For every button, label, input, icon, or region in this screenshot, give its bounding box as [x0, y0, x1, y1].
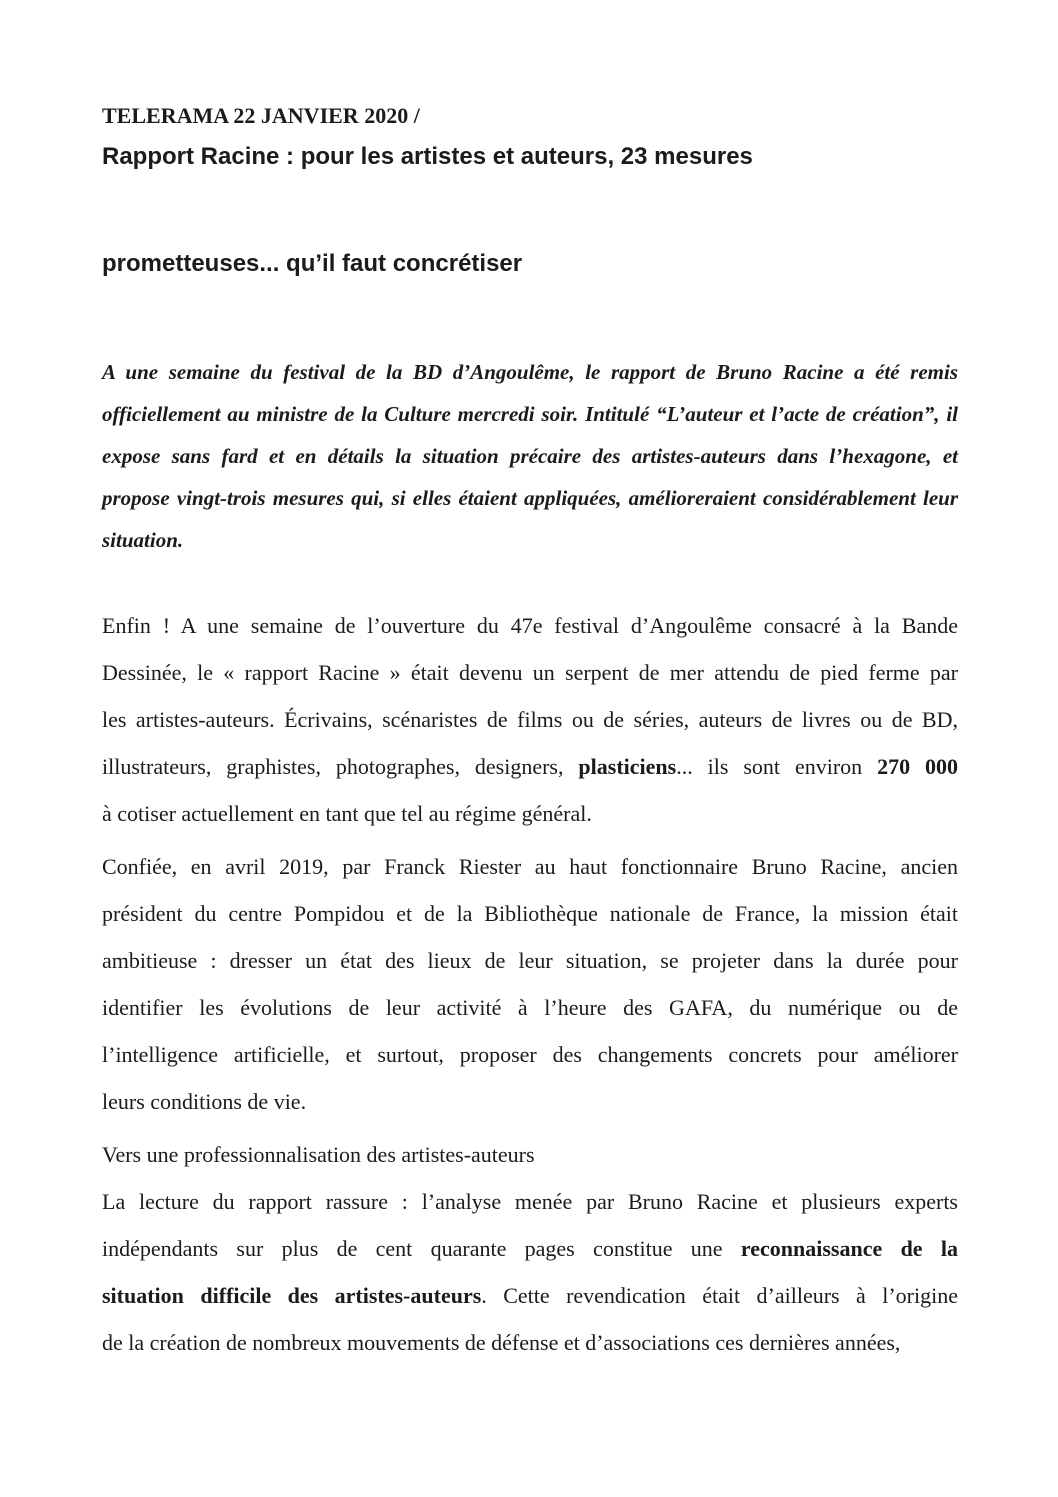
- text-segment: Vers une professionnalisation des artistes-auteurs: [102, 1142, 535, 1167]
- lead-paragraph: [102, 351, 958, 561]
- text-line: [102, 519, 958, 561]
- headline-line-2: prometteuses... qu’il faut concrétiser: [102, 250, 523, 277]
- text-segment: leurs conditions de vie.: [102, 1089, 307, 1114]
- text-segment: illustrateurs, graphistes, photographes, designers,: [102, 754, 579, 779]
- text-line: [102, 790, 958, 837]
- kicker: TELERAMA 22 JANVIER 2020 /: [102, 103, 420, 128]
- lead-paragraph-text: [102, 351, 958, 561]
- text-line: [102, 1131, 958, 1178]
- text-line: [102, 843, 958, 890]
- text-segment: Confiée, en avril 2019, par Franck Riester au haut fonctionnaire Bruno Racine, ancien: [102, 854, 958, 879]
- text-line: [102, 984, 958, 1031]
- text-segment: propose vingt-trois mesures qui, si elles étaient appliquées, amélioreraient considérablement leur: [102, 486, 958, 510]
- text-line: [102, 743, 958, 790]
- text-line: [102, 351, 958, 393]
- text-segment: l’intelligence artificielle, et surtout, proposer des changements concrets pour améliorer: [102, 1042, 958, 1067]
- text-line: [102, 937, 958, 984]
- text-line: [102, 1031, 958, 1078]
- text-segment: Enfin ! A une semaine de l’ouverture du 47e festival d’Angoulême consacré à la Bande: [102, 613, 958, 638]
- headline-line-1: Rapport Racine : pour les artistes et auteurs, 23 mesures: [102, 143, 753, 170]
- text-segment: de la création de nombreux mouvements de défense et d’associations ces dernières années,: [102, 1330, 901, 1355]
- text-segment: à cotiser actuellement en tant que tel au régime général.: [102, 801, 592, 826]
- text-line: [102, 890, 958, 937]
- text-segment: indépendants sur plus de cent quarante pages constitue une: [102, 1236, 741, 1261]
- bold-text-segment: reconnaissance de la: [740, 1236, 958, 1261]
- text-line: [102, 477, 958, 519]
- text-segment: . Cette revendication était d’ailleurs à l’origine: [481, 1283, 958, 1308]
- text-line: [102, 696, 958, 743]
- text-segment: Dessinée, le « rapport Racine » était devenu un serpent de mer attendu de pied ferme par: [102, 660, 958, 685]
- text-line: [102, 1078, 958, 1125]
- paragraph-2: [102, 843, 958, 1125]
- text-line: [102, 649, 958, 696]
- paragraph-1: [102, 602, 958, 837]
- text-segment: ambitieuse : dresser un état des lieux de leur situation, se projeter dans la durée pour: [102, 948, 958, 973]
- text-segment: ... ils sont environ: [676, 754, 878, 779]
- text-segment: La lecture du rapport rassure : l’analyse menée par Bruno Racine et plusieurs experts: [102, 1189, 958, 1214]
- text-segment: les artistes-auteurs. Écrivains, scénaristes de films ou de séries, auteurs de livres ou de BD,: [102, 707, 958, 732]
- text-segment: identifier les évolutions de leur activité à l’heure des GAFA, du numérique ou de: [102, 995, 958, 1020]
- article-body: [102, 602, 958, 1366]
- paragraph-3: [102, 1131, 958, 1178]
- bold-text-segment: 270 000: [877, 754, 959, 779]
- text-segment: expose sans fard et en détails la situation précaire des artistes-auteurs dans l’hexagone, et: [102, 444, 958, 468]
- text-line: [102, 1319, 958, 1366]
- text-line: [102, 393, 958, 435]
- text-segment: président du centre Pompidou et de la Bibliothèque nationale de France, la mission était: [102, 901, 958, 926]
- text-line: [102, 1178, 958, 1225]
- text-segment: situation.: [102, 528, 184, 552]
- bold-text-segment: situation difficile des artistes-auteurs: [102, 1283, 482, 1308]
- text-line: [102, 1225, 958, 1272]
- bold-text-segment: plasticiens: [578, 754, 677, 779]
- text-line: [102, 435, 958, 477]
- text-segment: A une semaine du festival de la BD d’Angoulême, le rapport de Bruno Racine a été remis: [102, 360, 958, 384]
- text-line: [102, 602, 958, 649]
- text-line: [102, 1272, 958, 1319]
- paragraph-4: [102, 1178, 958, 1366]
- text-segment: officiellement au ministre de la Culture mercredi soir. Intitulé “L’auteur et l’acte de création”, il: [102, 402, 958, 426]
